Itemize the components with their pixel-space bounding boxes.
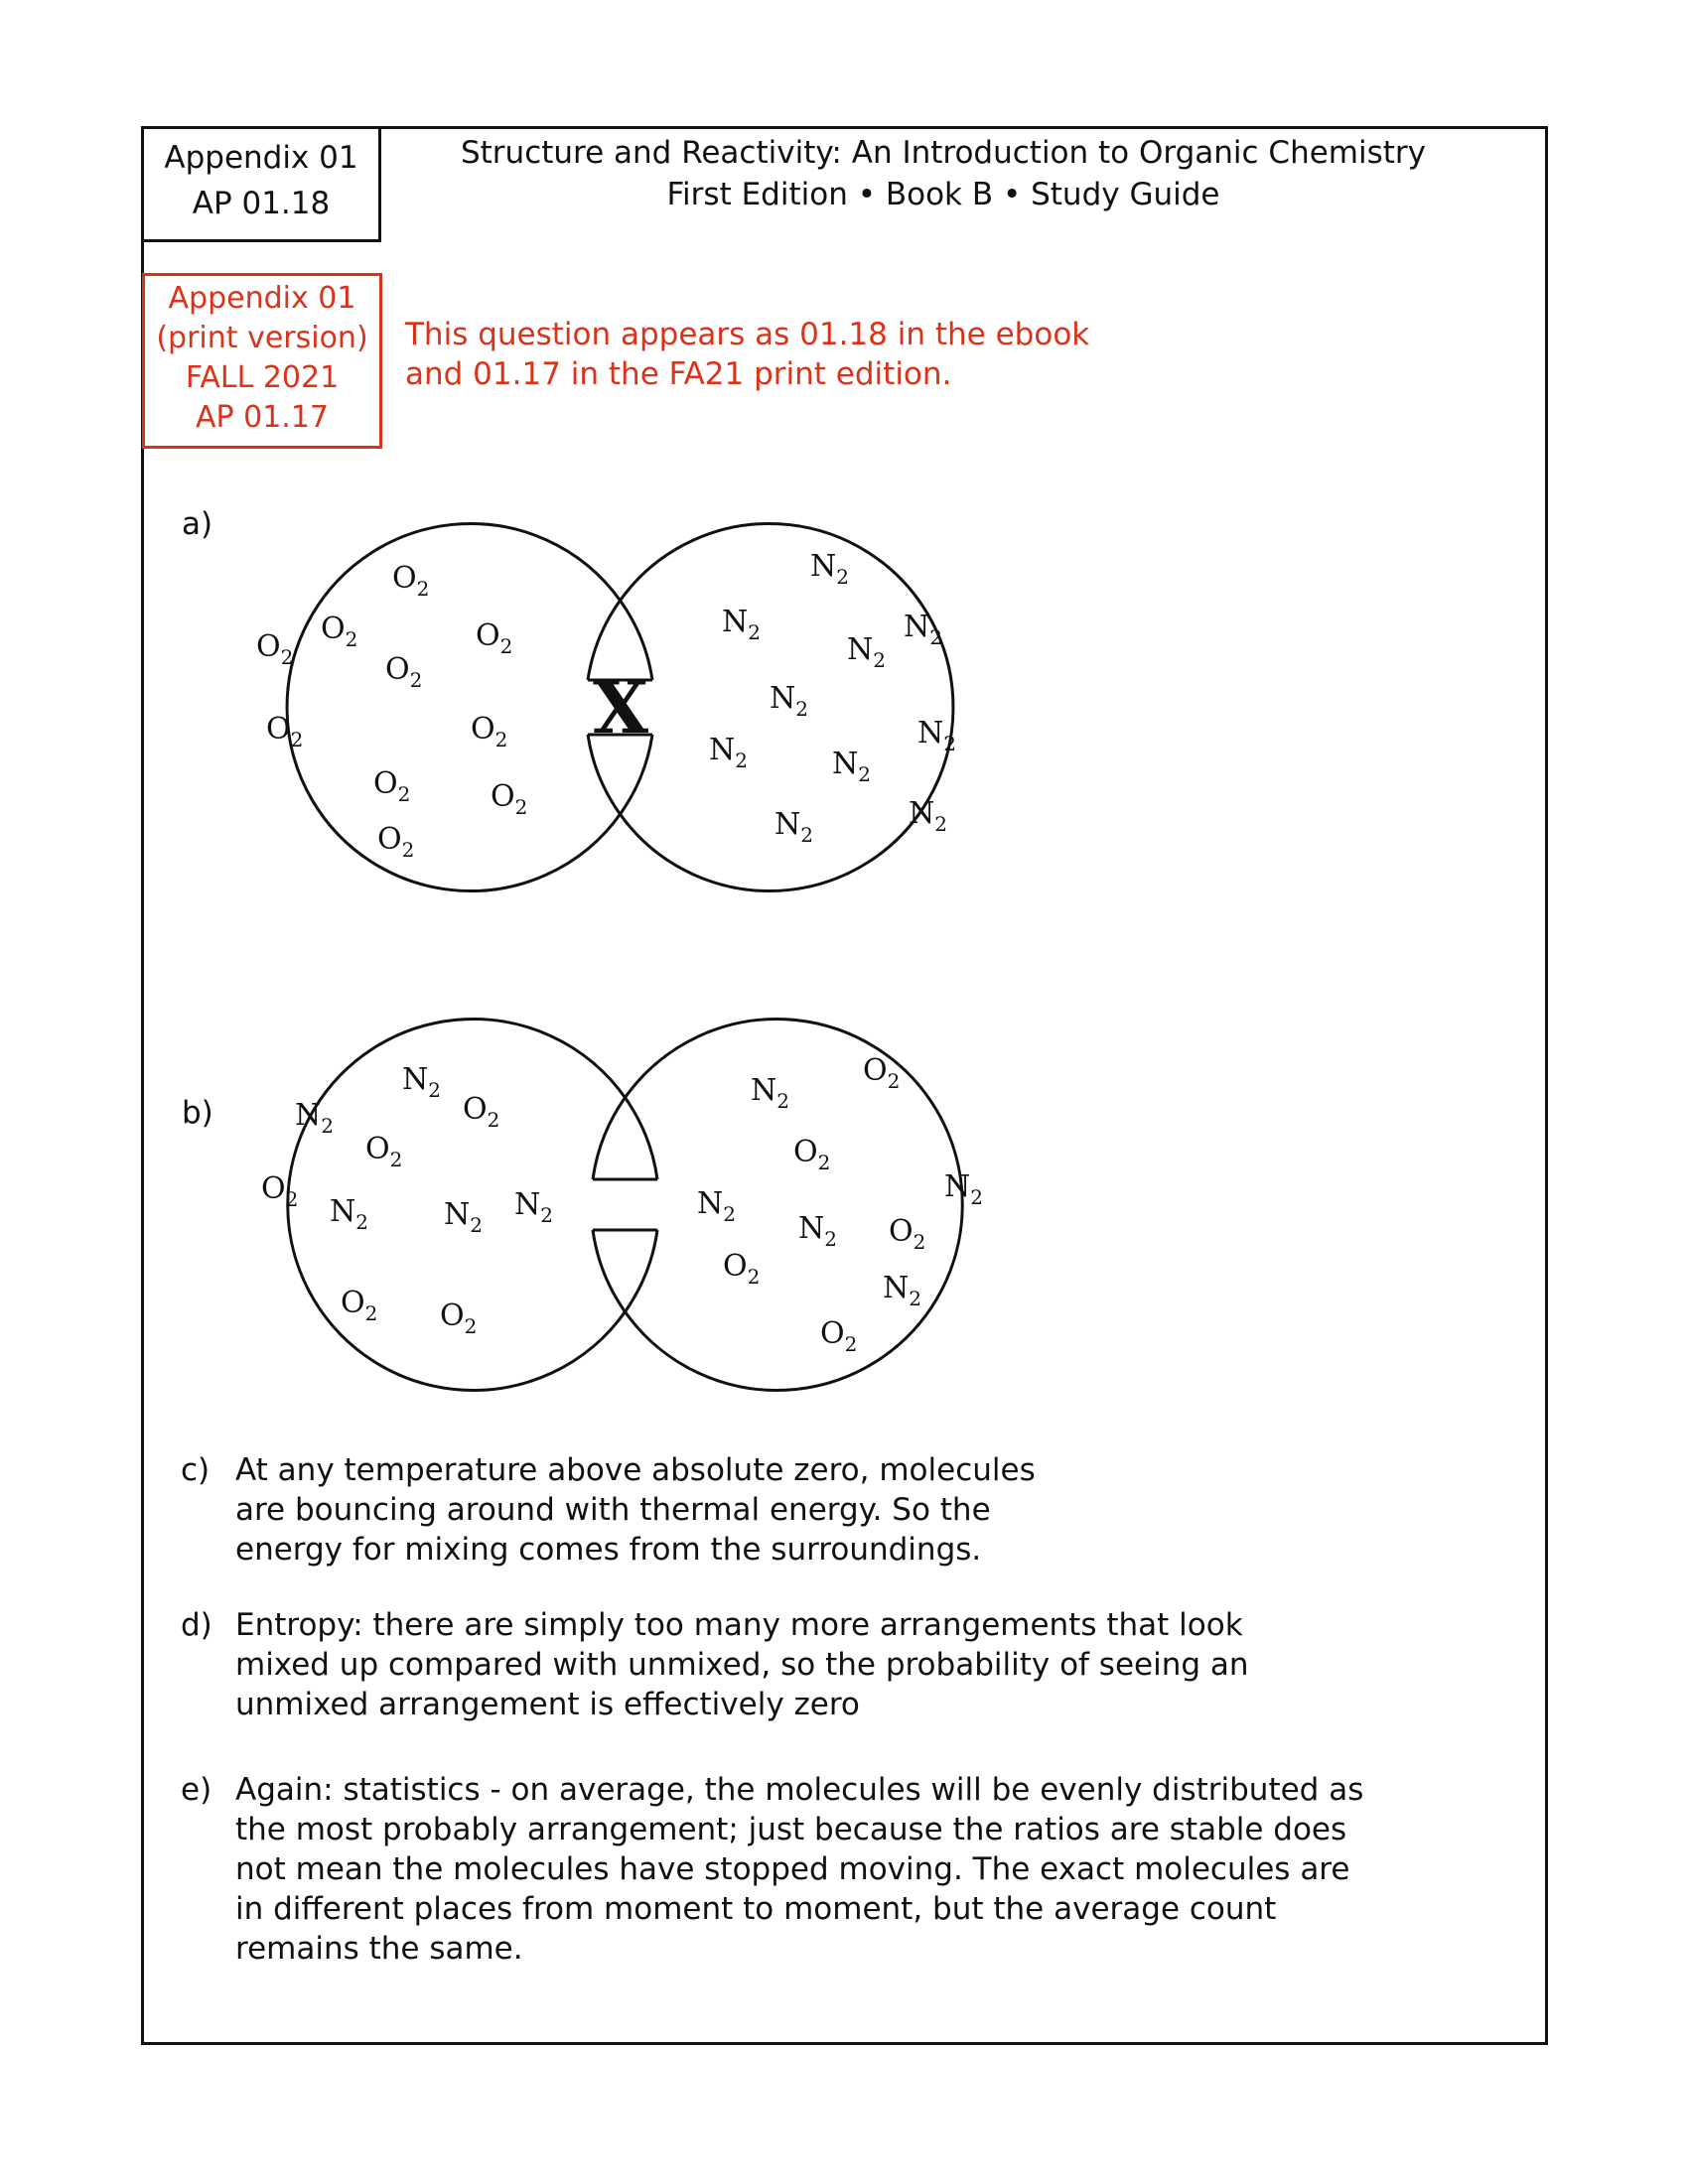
subscript: 2 — [748, 620, 761, 644]
diagram-b-flasks — [285, 1020, 963, 1391]
subscript: 2 — [858, 762, 871, 786]
subscript: 2 — [934, 812, 947, 836]
molecule — [373, 766, 410, 806]
closed-valve-x: X — [593, 665, 648, 750]
subscript: 2 — [290, 728, 304, 751]
element-symbol: O — [889, 1214, 914, 1249]
molecule — [321, 612, 357, 651]
subscript: 2 — [389, 1148, 403, 1171]
subscript: 2 — [887, 1069, 901, 1093]
subscript: 2 — [844, 1332, 858, 1356]
molecule — [751, 1073, 789, 1113]
element-symbol: N — [444, 1197, 471, 1232]
element-symbol: O — [341, 1286, 365, 1320]
molecule — [471, 712, 507, 751]
molecule — [709, 733, 748, 772]
molecule — [904, 610, 942, 649]
answer-c — [181, 1450, 1412, 1570]
subscript: 2 — [280, 645, 294, 669]
subscript: 2 — [929, 625, 942, 649]
subscript: 2 — [909, 1287, 921, 1310]
element-symbol: O — [471, 712, 495, 747]
molecule — [385, 652, 422, 692]
subscript: 2 — [514, 795, 528, 819]
molecule — [514, 1187, 553, 1227]
subscript: 2 — [397, 782, 411, 806]
element-symbol: N — [402, 1062, 429, 1097]
molecule — [377, 822, 414, 862]
element-symbol: N — [944, 1169, 971, 1204]
flask-b-left — [593, 1020, 962, 1391]
diagram-a-left-molecules — [256, 561, 527, 862]
subscript: 2 — [428, 1078, 441, 1102]
element-symbol: O — [365, 1132, 390, 1166]
element-symbol: N — [722, 605, 749, 639]
element-symbol: O — [261, 1171, 286, 1206]
book-subtitle: First Edition • Book B • Study Guide — [666, 177, 1220, 212]
print-box-line: (print version) — [156, 321, 368, 355]
element-symbol: O — [863, 1053, 888, 1088]
answer-d — [181, 1605, 1412, 1724]
molecule — [392, 561, 429, 601]
subscript: 2 — [776, 1089, 789, 1113]
answer-e — [181, 1770, 1412, 1969]
element-symbol: N — [709, 733, 736, 767]
subscript: 2 — [345, 627, 358, 651]
subscript: 2 — [470, 1213, 483, 1237]
element-symbol: O — [256, 629, 281, 664]
element-symbol: N — [514, 1187, 541, 1222]
subscript: 2 — [824, 1227, 837, 1251]
subscript: 2 — [836, 565, 849, 589]
subscript: 2 — [747, 1265, 761, 1289]
subscript: 2 — [499, 634, 513, 658]
question-number: AP 01.18 — [192, 186, 331, 221]
subscript: 2 — [735, 749, 748, 772]
molecule — [774, 807, 813, 847]
answer-e-text: Again: statistics - on average, the molecules will be evenly distributed as the most probably arrangement; just because the ratios are stable does not mean the molecules have stopped moving. The exact molecules are in different places from moment to moment, but the average count remains the same. — [235, 1772, 1364, 1967]
molecule — [444, 1197, 483, 1237]
molecule — [440, 1298, 477, 1338]
element-symbol: N — [697, 1186, 724, 1221]
subscript: 2 — [464, 1314, 478, 1338]
molecule — [793, 1135, 830, 1174]
element-symbol: O — [373, 766, 398, 801]
diagram-b-left-molecules — [261, 1062, 553, 1338]
element-symbol: N — [330, 1194, 356, 1229]
molecule — [810, 549, 849, 589]
molecule — [266, 712, 303, 751]
molecule — [723, 1249, 760, 1289]
element-symbol: O — [385, 652, 410, 687]
subscript: 2 — [540, 1203, 553, 1227]
subscript: 2 — [795, 697, 808, 721]
element-symbol: O — [440, 1298, 465, 1333]
element-symbol: O — [321, 612, 346, 646]
element-symbol: N — [770, 681, 796, 716]
subscript: 2 — [401, 838, 415, 862]
subscript: 2 — [723, 1202, 736, 1226]
element-symbol: N — [832, 747, 859, 781]
element-symbol: N — [810, 549, 837, 584]
element-symbol: O — [377, 822, 402, 857]
molecule — [256, 629, 293, 669]
subscript: 2 — [913, 1230, 926, 1254]
element-symbol: N — [904, 610, 930, 644]
molecule — [832, 747, 871, 786]
print-note-line: and 01.17 in the FA21 print edition. — [405, 356, 952, 392]
element-symbol: O — [723, 1249, 748, 1284]
subscript: 2 — [416, 577, 430, 601]
subscript: 2 — [817, 1151, 831, 1174]
molecule — [820, 1316, 857, 1356]
appendix-label: Appendix 01 — [164, 140, 358, 176]
answer-c-text: At any temperature above absolute zero, molecules are bouncing around with thermal energy. So the energy for mixing comes from the surroundings. — [235, 1452, 1036, 1568]
diagram-a-right-molecules — [709, 549, 956, 847]
molecule — [365, 1132, 402, 1171]
molecule — [261, 1171, 298, 1211]
subscript: 2 — [487, 1108, 500, 1132]
molecule — [697, 1186, 736, 1226]
subscript: 2 — [494, 728, 508, 751]
element-symbol: N — [798, 1211, 825, 1246]
print-note-line: This question appears as 01.18 in the ebook — [405, 317, 1090, 352]
molecule — [402, 1062, 441, 1102]
subscript: 2 — [321, 1114, 334, 1138]
subscript: 2 — [873, 648, 886, 672]
answer-d-tag: d) — [181, 1607, 212, 1643]
element-symbol: O — [463, 1092, 488, 1127]
element-symbol: N — [774, 807, 801, 842]
element-symbol: N — [909, 796, 935, 831]
subscript: 2 — [364, 1301, 378, 1325]
answer-d-text: Entropy: there are simply too many more arrangements that look mixed up compared with unmixed, so the probability of seeing an unmixed arrangement is effectively zero — [235, 1607, 1249, 1722]
element-symbol: N — [883, 1271, 910, 1305]
molecule — [847, 632, 886, 672]
molecule — [944, 1169, 983, 1209]
molecule — [330, 1194, 368, 1234]
element-symbol: O — [793, 1135, 818, 1169]
answer-c-tag: c) — [181, 1452, 211, 1488]
molecule — [341, 1286, 377, 1325]
subscript: 2 — [409, 668, 423, 692]
subscript: 2 — [800, 823, 813, 847]
diagram-b-right-molecules — [697, 1053, 983, 1356]
print-box-line: FALL 2021 — [185, 360, 340, 395]
element-symbol: O — [392, 561, 417, 596]
molecule — [491, 779, 527, 819]
element-symbol: O — [266, 712, 291, 747]
subscript: 2 — [943, 732, 956, 755]
molecule — [883, 1271, 921, 1310]
element-symbol: O — [476, 618, 500, 653]
element-symbol: N — [917, 716, 944, 751]
molecule — [917, 716, 956, 755]
print-box-line: Appendix 01 — [168, 281, 356, 316]
molecule — [295, 1098, 334, 1138]
subscript: 2 — [355, 1210, 368, 1234]
element-symbol: O — [820, 1316, 845, 1351]
print-box-line: AP 01.17 — [195, 400, 330, 435]
element-symbol: O — [491, 779, 515, 814]
subscript: 2 — [970, 1185, 983, 1209]
element-symbol: N — [295, 1098, 322, 1133]
molecule — [722, 605, 761, 644]
book-title: Structure and Reactivity: An Introduction to Organic Chemistry — [460, 135, 1427, 171]
subscript: 2 — [285, 1187, 299, 1211]
element-symbol: N — [751, 1073, 777, 1108]
answer-e-tag: e) — [181, 1772, 212, 1808]
molecule — [909, 796, 947, 836]
part-a-label: a) — [182, 506, 213, 542]
molecule — [476, 618, 512, 658]
part-b-label: b) — [182, 1095, 213, 1131]
molecule — [463, 1092, 499, 1132]
molecule — [889, 1214, 925, 1254]
molecule — [770, 681, 808, 721]
molecule — [798, 1211, 837, 1251]
element-symbol: N — [847, 632, 874, 667]
